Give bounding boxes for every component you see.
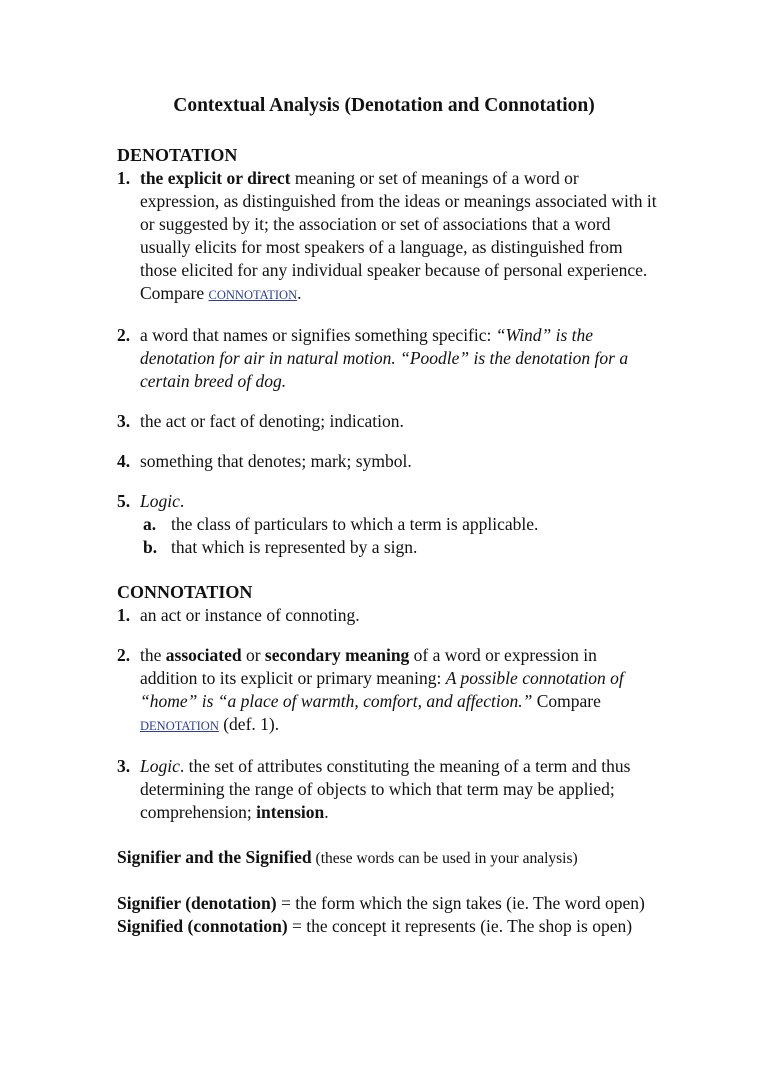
item-example: A possible connotation of “home” is “a place of warmth, comfort, and affection.” xyxy=(140,668,624,711)
signified-definition xyxy=(117,915,657,938)
list-item xyxy=(117,324,657,393)
denotation-link[interactable]: DENOTATION xyxy=(140,719,219,733)
signifier-heading: Signifier and the Signified xyxy=(117,847,312,867)
connotation-link[interactable]: CONNOTATION xyxy=(208,288,298,302)
item-bold-text: the explicit or direct xyxy=(140,168,291,188)
sub-item-letter: b. xyxy=(143,537,158,557)
item-bold-text: associated xyxy=(165,645,242,665)
item-text: something that denotes; mark; symbol. xyxy=(140,451,412,471)
item-number: 5. xyxy=(117,491,131,511)
list-item xyxy=(117,644,657,738)
item-text: an act or instance of connoting. xyxy=(140,605,360,625)
sub-list-item xyxy=(117,513,657,536)
list-item xyxy=(117,450,657,473)
list-item xyxy=(117,167,657,307)
sub-list-item xyxy=(117,536,657,559)
item-number: 1. xyxy=(117,605,131,625)
item-italic: Logic xyxy=(140,756,180,776)
item-text: or xyxy=(241,645,265,665)
item-bold-text: secondary meaning xyxy=(264,645,410,665)
item-italic: Logic xyxy=(140,491,180,511)
sub-item-text: that which is represented by a sign. xyxy=(171,537,418,557)
list-item xyxy=(117,755,657,824)
sub-item-letter: a. xyxy=(143,514,157,534)
signifier-heading-line xyxy=(117,846,657,870)
item-text: the act or fact of denoting; indication. xyxy=(140,411,404,431)
item-tail: . xyxy=(297,283,302,303)
item-number: 2. xyxy=(117,325,131,345)
item-number: 2. xyxy=(117,645,131,665)
item-number: 3. xyxy=(117,411,131,431)
item-number: 3. xyxy=(117,756,131,776)
item-number: 1. xyxy=(117,168,131,188)
list-item xyxy=(117,410,657,433)
signifier-note: (these words can be used in your analysis) xyxy=(311,850,578,867)
item-tail: (def. 1). xyxy=(218,714,280,734)
page-title: Contextual Analysis (Denotation and Connotation) xyxy=(173,95,595,116)
list-item xyxy=(117,490,657,513)
document-content xyxy=(117,144,657,938)
item-text: . the set of attributes constituting the meaning of a term and thus determining the range of objects to which that term may be applied; comprehension; xyxy=(140,756,631,822)
item-tail: . xyxy=(179,491,185,511)
item-bold-text: intension xyxy=(256,802,325,822)
item-tail: . xyxy=(324,802,329,822)
item-number: 4. xyxy=(117,451,131,471)
item-text: of a word or expression in addition to its explicit or primary meaning: xyxy=(140,645,597,688)
item-example: “Wind” is the denotation for air in natural motion. “Poodle” is the denotation for a certain breed of dog. xyxy=(140,325,629,391)
sub-item-text: the class of particulars to which a term is applicable. xyxy=(171,514,539,534)
definition-term: Signifier (denotation) xyxy=(117,893,277,913)
list-item xyxy=(117,604,657,627)
definition-text: = the concept it represents (ie. The shop is open) xyxy=(287,916,633,936)
definition-text: = the form which the sign takes (ie. The word open) xyxy=(276,893,645,913)
section-heading-denotation: DENOTATION xyxy=(117,145,238,165)
definition-term: Signified (connotation) xyxy=(117,916,288,936)
item-text: the xyxy=(140,645,166,665)
item-text: a word that names or signifies something specific: xyxy=(140,325,496,345)
section-heading-connotation: CONNOTATION xyxy=(117,582,253,602)
signifier-definition xyxy=(117,892,657,915)
item-text: Compare xyxy=(532,691,601,711)
item-text: meaning or set of meanings of a word or expression, as distinguished from the ideas or meanings associated with it or suggested by it; the association or set of associations that a word usually elicits for most speakers of a language, as distinguished from those elicited for any individual speaker because of personal experience. Compare xyxy=(140,168,657,303)
